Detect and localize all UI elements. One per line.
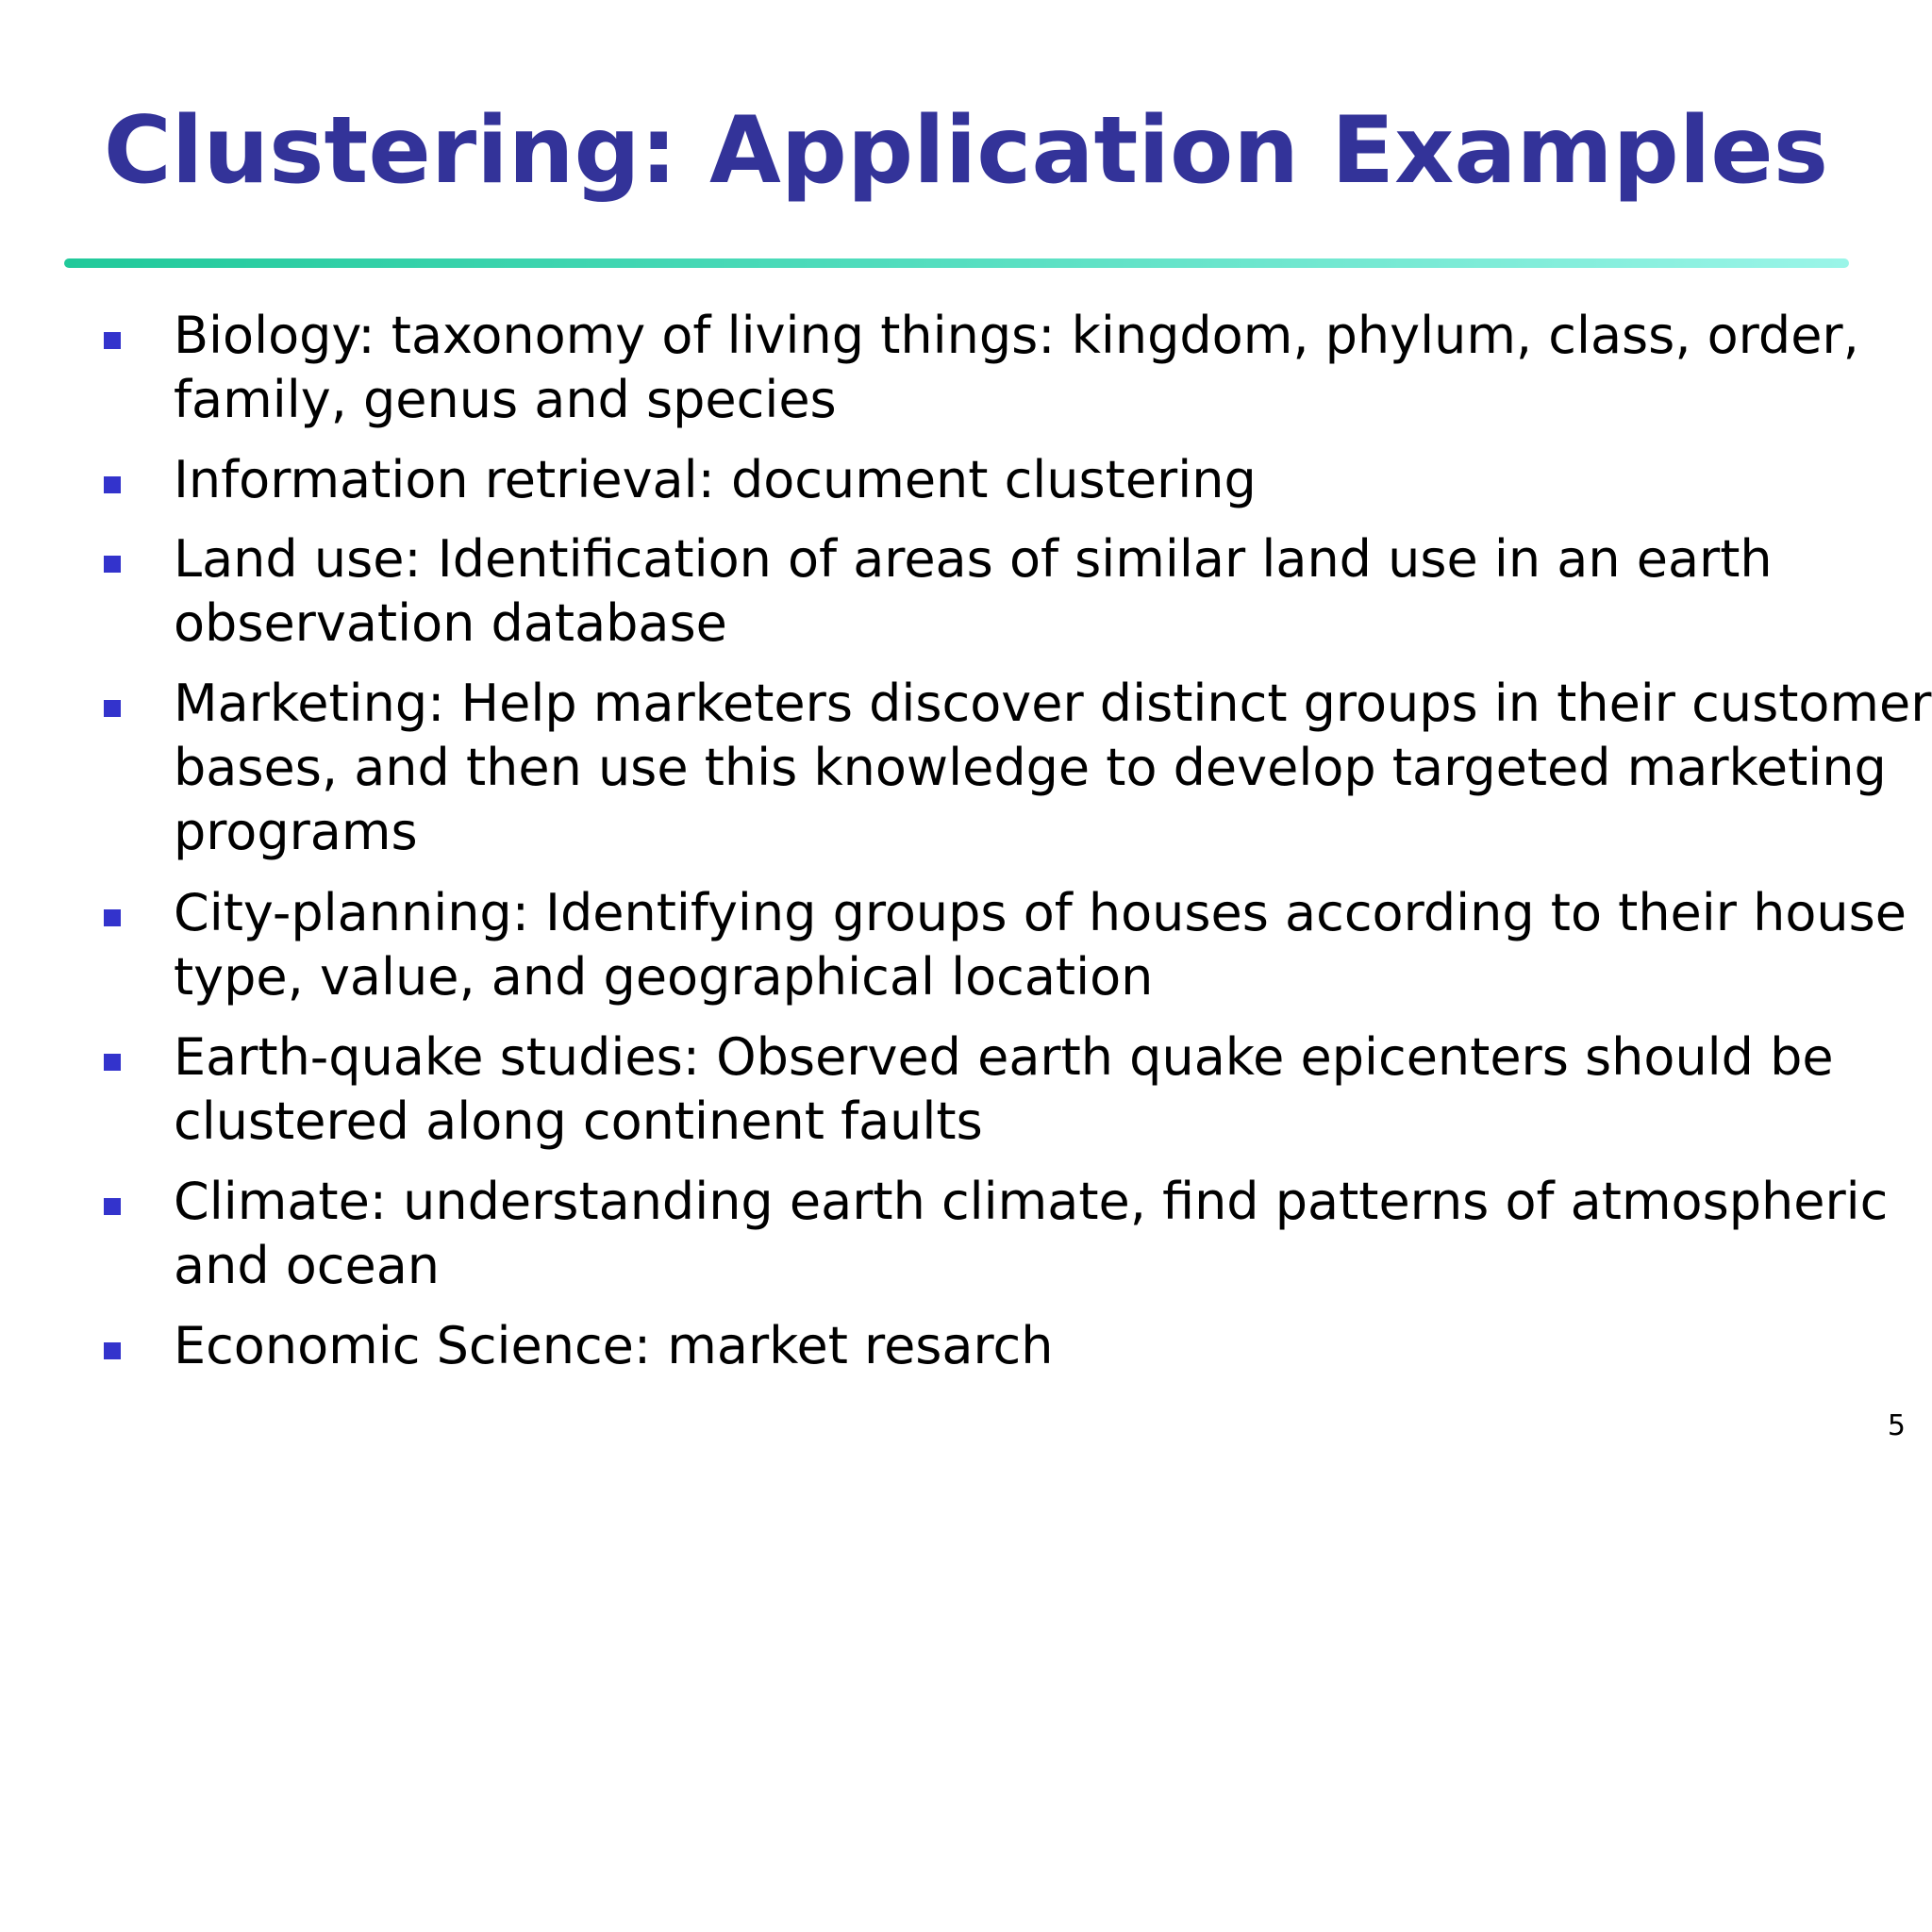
square-bullet-icon xyxy=(104,556,121,573)
list-item-line: Economic Science: market resarch xyxy=(174,1316,1054,1375)
list-item-line: bases, and then use this knowledge to develop targeted marketing xyxy=(174,738,1887,797)
list-item-line: and ocean xyxy=(174,1236,441,1295)
list-item-text xyxy=(174,1170,1889,1298)
square-bullet-icon xyxy=(104,1342,121,1359)
square-bullet-icon xyxy=(104,1198,121,1215)
list-item-line: Marketing: Help marketers discover distinct groups in their customer xyxy=(174,674,1932,733)
list-item-line: Land use: Identification of areas of similar land use in an earth xyxy=(174,529,1773,589)
square-bullet-icon xyxy=(104,700,121,717)
square-bullet-icon xyxy=(104,332,121,349)
list-item-line: Information retrieval: document clustering xyxy=(174,450,1257,509)
list-item-line: type, value, and geographical location xyxy=(174,947,1154,1007)
list-item-text xyxy=(174,304,1859,432)
list-item-text xyxy=(174,1025,1834,1154)
list-item-text xyxy=(174,527,1834,656)
slide-title: Clustering: Application Examples xyxy=(103,97,1829,205)
list-item-line: observation database xyxy=(174,593,727,653)
list-item-line: Biology: taxonomy of living things: kingdom, phylum, class, order, xyxy=(174,306,1859,365)
list-item-line: family, genus and species xyxy=(174,370,837,429)
page-number: 5 xyxy=(1887,1409,1906,1442)
list-item-line: programs xyxy=(174,802,418,861)
list-item-text xyxy=(174,448,1834,512)
square-bullet-icon xyxy=(104,1054,121,1071)
list-item-text xyxy=(174,881,1907,1009)
list-item-line: Climate: understanding earth climate, find patterns of atmospheric xyxy=(174,1172,1889,1231)
square-bullet-icon xyxy=(104,909,121,926)
list-item-line: Earth-quake studies: Observed earth quake epicenters should be xyxy=(174,1027,1834,1087)
list-item-text xyxy=(174,1314,1834,1378)
square-bullet-icon xyxy=(104,476,121,493)
list-item-text xyxy=(174,672,1932,864)
list-item-line: clustered along continent faults xyxy=(174,1091,983,1151)
list-item-line: City-planning: Identifying groups of houses according to their house xyxy=(174,883,1907,942)
